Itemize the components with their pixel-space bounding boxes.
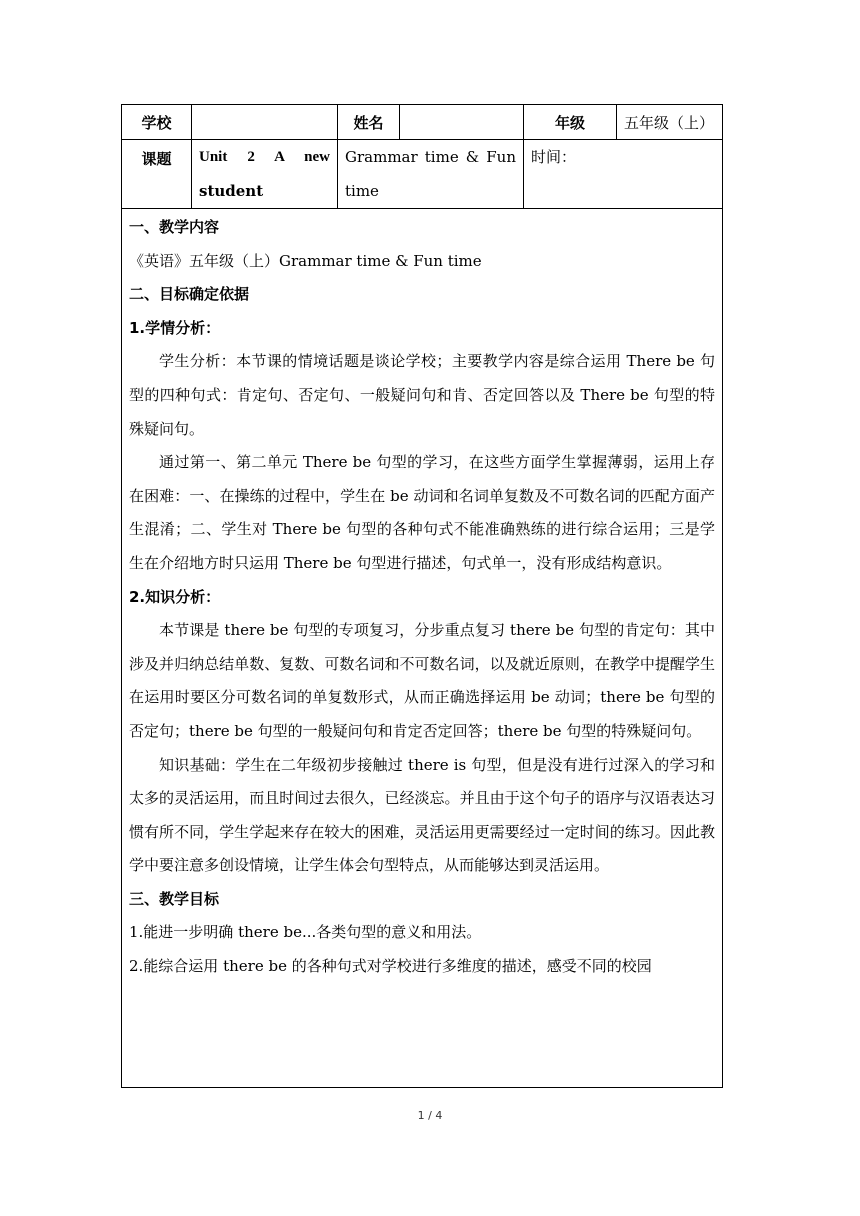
section-2-para-2: 通过第一、第二单元 There be 句型的学习，在这些方面学生掌握薄弱，运用上存在困难：一、在操练的过程中，学生在 be 动词和名词单复数及不可数名词的匹配方面产生混淆；二、学生对 There be 句型的各种句式不能准确熟练的进行综合运用；三是学生在介绍地方时只运用 There be 句型进行描述，句式单一，没有形成结构意识。 (129, 453, 715, 572)
time-label: 时间： (524, 140, 723, 209)
section-2-heading: 二、目标确定依据 (129, 285, 250, 304)
section-1-text: 《英语》五年级（上）Grammar time & Fun time (129, 251, 482, 270)
topic-line-1: Unit 2 A new (199, 149, 330, 165)
page-number: 1 / 4 (417, 1109, 443, 1122)
name-label: 姓名 (338, 105, 400, 140)
grade-value: 五年级（上） (617, 105, 723, 140)
topic-line-2: student (199, 182, 264, 200)
content-cell (122, 209, 723, 1088)
section-2-sub-2: 2.知识分析： (129, 587, 221, 606)
content-body (129, 211, 715, 1081)
lesson-plan-table (121, 104, 723, 1088)
name-value (400, 105, 524, 140)
school-value (192, 105, 338, 140)
section-3-item-2: 2.能综合运用 there be 的各种句式对学校进行多维度的描述，感受不同的校园 (129, 957, 652, 976)
content-row (122, 209, 723, 1088)
school-label: 学校 (122, 105, 192, 140)
header-row-1 (122, 105, 723, 140)
section-2-para-4: 知识基础：学生在二年级初步接触过 there is 句型，但是没有进行过深入的学习和太多的灵活运用，而且时间过去很久，已经淡忘。并且由于这个句子的语序与汉语表达习惯有所不同，学生学起来存在较大的困难，灵活运用更需要经过一定时间的练习。因此教学中要注意多创设情境，让学生体会句型特点，从而能够达到灵活运用。 (129, 755, 715, 875)
header-row-2 (122, 140, 723, 209)
topic-value (192, 140, 338, 209)
topic-label: 课题 (122, 140, 192, 209)
section-2-sub-1: 1.学情分析： (129, 318, 221, 337)
section-3-heading: 三、教学目标 (129, 889, 220, 908)
lesson-line-1: Grammar time & Fun (345, 148, 516, 166)
lesson-value (338, 140, 524, 209)
grade-label: 年级 (524, 105, 617, 140)
section-3-item-1: 1.能进一步明确 there be...各类句型的意义和用法。 (129, 923, 482, 942)
lesson-line-2: time (345, 182, 379, 200)
section-2-para-1: 学生分析：本节课的情境话题是谈论学校；主要教学内容是综合运用 There be 句型的四种句式：肯定句、否定句、一般疑问句和肯、否定回答以及 There be 句型的特殊疑问句。 (129, 352, 715, 438)
section-2-para-3: 本节课是 there be 句型的专项复习，分步重点复习 there be 句型的肯定句：其中涉及并归纳总结单数、复数、可数名词和不可数名词，以及就近原则，在教学中提醒学生在运用时要区分可数名词的单复数形式，从而正确选择运用 be 动词；there be 句型的否定句；there be 句型的一般疑问句和肯定否定回答；there be 句型的特殊疑问句。 (129, 621, 715, 740)
section-1-heading: 一、教学内容 (129, 218, 220, 236)
